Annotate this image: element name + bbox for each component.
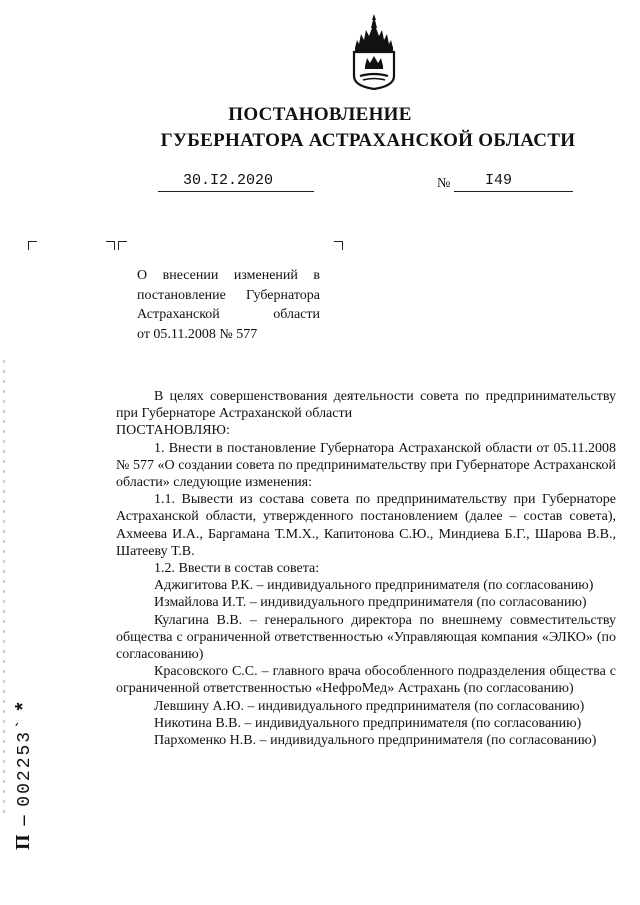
registration-prefix: П – [12, 813, 34, 850]
star-mark: * [12, 700, 34, 711]
member-entry: Аджигитова Р.К. – индивидуального предпринимателя (по согласованию) [154, 578, 594, 594]
scan-edge-marks [3, 360, 5, 820]
subject-block [137, 266, 320, 344]
preamble: В целях совершенствования деятельности совета по предпринимательству при Губернаторе Астраханской области [116, 389, 616, 422]
member-entry: Измайлова И.Т. – индивидуального предпринимателя (по согласованию) [154, 595, 587, 611]
issuer-title: ГУБЕРНАТОРА АСТРАХАНСКОЙ ОБЛАСТИ [160, 130, 576, 151]
document-date: 30.I2.2020 [183, 172, 274, 189]
member-entry: Никотина В.В. – индивидуального предпринимателя (по согласованию) [154, 715, 582, 731]
clause-1-2: 1.2. Ввести в состав совета: [154, 561, 320, 577]
clause-1: 1. Внести в постановление Губернатора Астраханской области от 05.11.2008 № 577 «О создании совета по предпринимательству при Губернаторе Астраханской области» следующие изменения: [116, 440, 616, 491]
decree-word: ПОСТАНОВЛЯЮ: [116, 423, 230, 439]
number-underline [454, 191, 573, 192]
corner-mark-top-left-inner [106, 241, 115, 250]
corner-mark-top-left [28, 241, 37, 250]
document-body [116, 388, 616, 749]
document-type-title: ПОСТАНОВЛЕНИЕ [228, 104, 412, 125]
subject-line: Астраханской области [137, 307, 320, 322]
registration-code: 002253` [15, 717, 35, 807]
coat-of-arms-icon [351, 14, 397, 90]
subject-line: О внесении изменений в [137, 268, 320, 283]
corner-mark-subject-right [334, 241, 343, 250]
registration-number-vertical [12, 701, 35, 850]
date-underline [158, 191, 314, 192]
number-label: № [437, 176, 451, 191]
member-entry: Красовского С.С. – главного врача обособленного подразделения общества с ограниченной ответственностью «НефроМед» Астрахань (по согласованию) [116, 664, 616, 697]
member-entry: Пархоменко Н.В. – индивидуального предпринимателя (по согласованию) [154, 733, 597, 749]
clause-1-1: 1.1. Вывести из состава совета по предпринимательству при Губернаторе Астраханской области, утвержденного постановлением (далее – состав совета), Ахмеева И.А., Баргамана Т.М.Х., Капитонова С.Ю., Миндиева Б.Г., Шарова В.В., Шатееву Т.В. [116, 492, 616, 559]
corner-mark-subject-left [118, 241, 127, 250]
subject-line: постановление Губернатора [137, 287, 320, 303]
member-entry: Левшину А.Ю. – индивидуального предпринимателя (по согласованию) [154, 698, 585, 714]
document-number: I49 [485, 172, 513, 189]
member-entry: Кулагина В.В. – генерального директора по внешнему совместительству общества с ограниченной ответственностью «Управляющая компания «ЭЛКО» (по согласованию) [116, 612, 616, 663]
subject-line: от 05.11.2008 № 577 [137, 326, 258, 342]
